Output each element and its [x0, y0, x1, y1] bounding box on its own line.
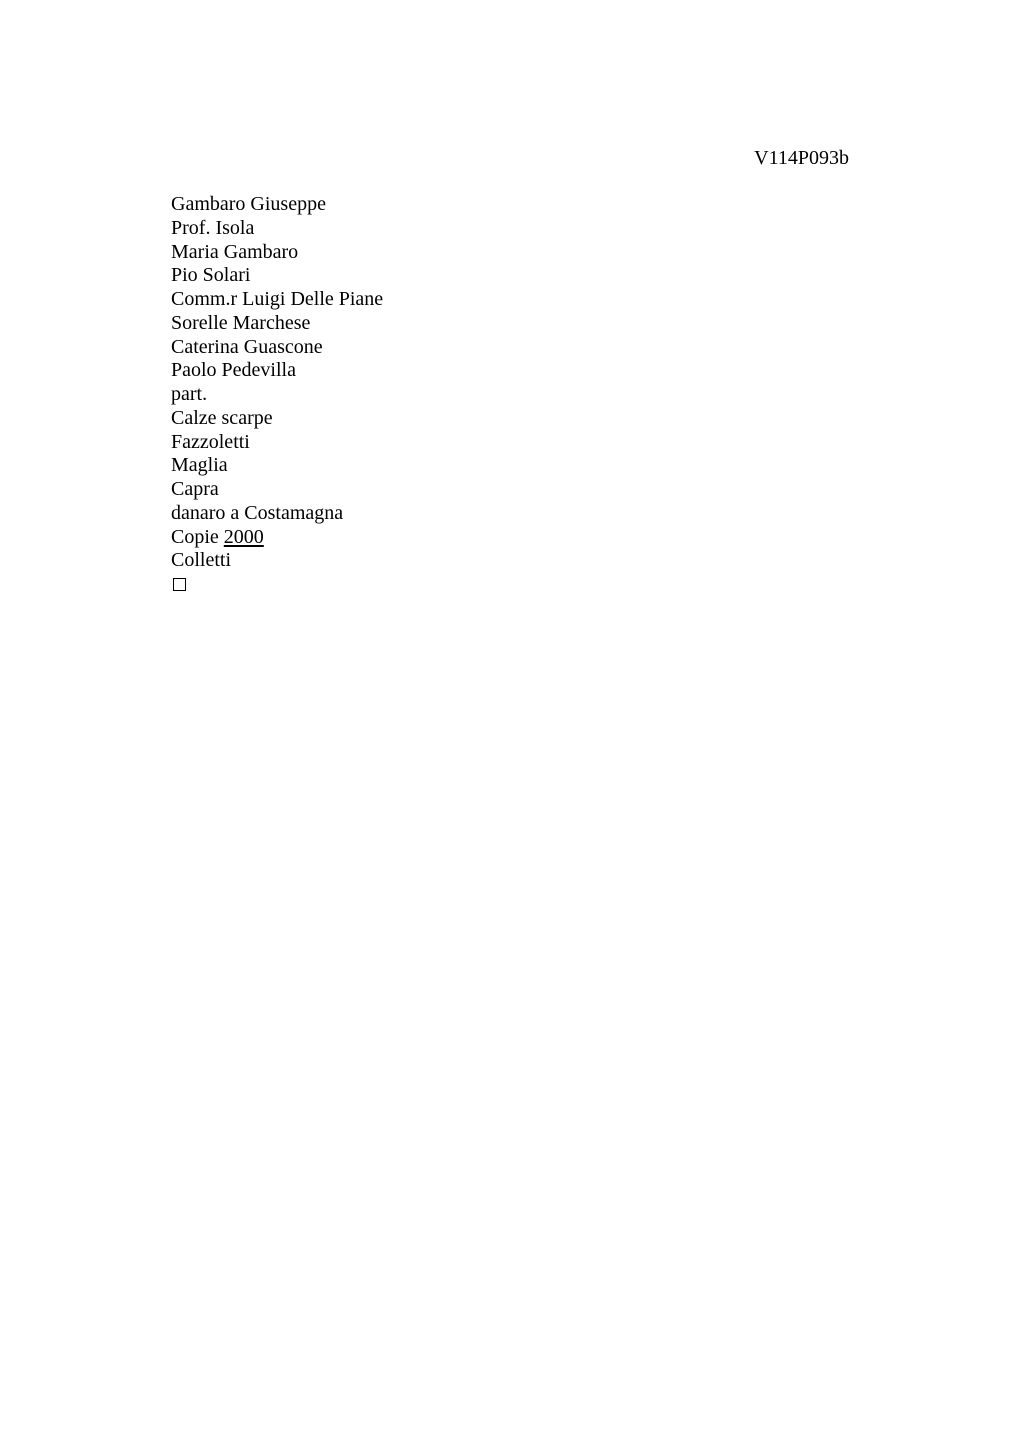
copies-label: Copie [171, 525, 219, 548]
list-item: Prof. Isola [171, 216, 255, 239]
list-item: Maglia [171, 454, 228, 477]
copies-number: 2000 [223, 525, 264, 548]
list-item: part. [171, 383, 208, 405]
list-item: Colletti [171, 549, 231, 572]
entry-list [171, 193, 383, 591]
list-item: Fazzoletti [171, 430, 250, 453]
list-item: Calze scarpe [171, 406, 273, 429]
list-item: Maria Gambaro [171, 240, 299, 263]
list-item: Sorelle Marchese [171, 311, 311, 334]
list-item: Pio Solari [171, 264, 251, 287]
copies-entry [171, 526, 383, 550]
page-reference: V114P093b [754, 147, 849, 169]
list-item: Paolo Pedevilla [171, 359, 296, 382]
list-item: Comm.r Luigi Delle Piane [171, 288, 384, 310]
list-item: Caterina Guascone [171, 335, 323, 358]
list-item: danaro a Costamagna [171, 501, 344, 524]
list-item: Capra [171, 478, 219, 500]
trailing-mark [171, 578, 383, 591]
empty-square-icon [173, 578, 186, 591]
list-item: Gambaro Giuseppe [171, 193, 326, 215]
